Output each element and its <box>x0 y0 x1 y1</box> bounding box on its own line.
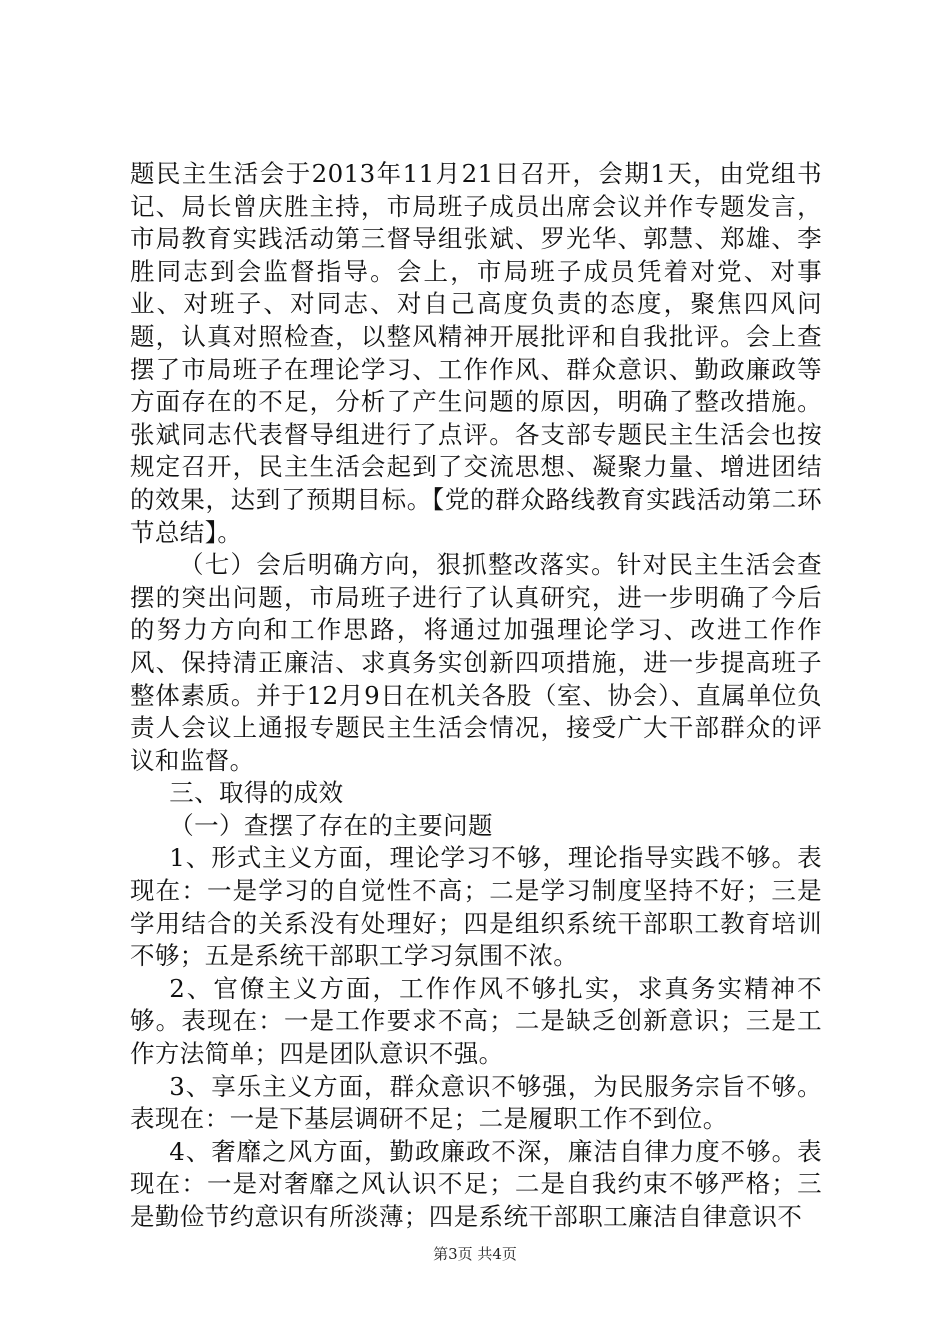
paragraph-hedonism: 3、享乐主义方面，群众意识不够强，为民服务宗旨不够。表现在：一是下基层调研不足；二是履职工作不到位。 <box>130 1071 822 1134</box>
paragraph-formalism: 1、形式主义方面，理论学习不够，理论指导实践不够。表现在：一是学习的自觉性不高；二是学习制度坚持不好；三是学用结合的关系没有处理好；四是组织系统干部职工教育培训不够；五是系统干部职工学习氛围不浓。 <box>130 843 822 971</box>
paragraph-extravagance: 4、奢靡之风方面，勤政廉政不深，廉洁自律力度不够。表现在：一是对奢靡之风认识不足；二是自我约束不够严格；三是勤俭节约意识有所淡薄；四是系统干部职工廉洁自律意识不 <box>130 1136 822 1231</box>
document-body <box>130 158 822 1234</box>
subsection-heading-problems: （一）查摆了存在的主要问题 <box>169 810 493 840</box>
paragraph-meeting-summary: 题民主生活会于2013年11月21日召开，会期1天，由党组书记、局长曾庆胜主持，市局班子成员出席会议并作专题发言，市局教育实践活动第三督导组张斌、罗光华、郭慧、郑雄、李胜同志到会监督指导。会上，市局班子成员凭着对党、对事业、对班子、对同志、对自己高度负责的态度，聚焦四风问题，认真对照检查，以整风精神开展批评和自我批评。会上查摆了市局班子在理论学习、工作作风、群众意识、勤政廉政等方面存在的不足，分析了产生问题的原因，明确了整改措施。张斌同志代表督导组进行了点评。各支部专题民主生活会也按规定召开，民主生活会起到了交流思想、凝聚力量、增进团结的效果，达到了预期目标。【党的群众路线教育实践活动第二环节总结】。 <box>130 159 822 547</box>
section-heading-results: 三、取得的成效 <box>169 778 344 808</box>
paragraph-rectification: （七）会后明确方向，狠抓整改落实。针对民主生活会查摆的突出问题，市局班子进行了认真研究，进一步明确了今后的努力方向和工作思路，将通过加强理论学习、改进工作作风、保持清正廉洁、求真务实创新四项措施，进一步提高班子整体素质。并于12月9日在机关各股（室、协会）、直属单位负责人会议上通报专题民主生活会情况，接受广大干部群众的评议和监督。 <box>130 550 822 775</box>
paragraph-bureaucratism: 2、官僚主义方面，工作作风不够扎实，求真务实精神不够。表现在：一是工作要求不高；二是缺乏创新意识；三是工作方法简单；四是团队意识不强。 <box>130 973 822 1069</box>
page-number-footer: 第3页 共4页 <box>433 1245 517 1263</box>
